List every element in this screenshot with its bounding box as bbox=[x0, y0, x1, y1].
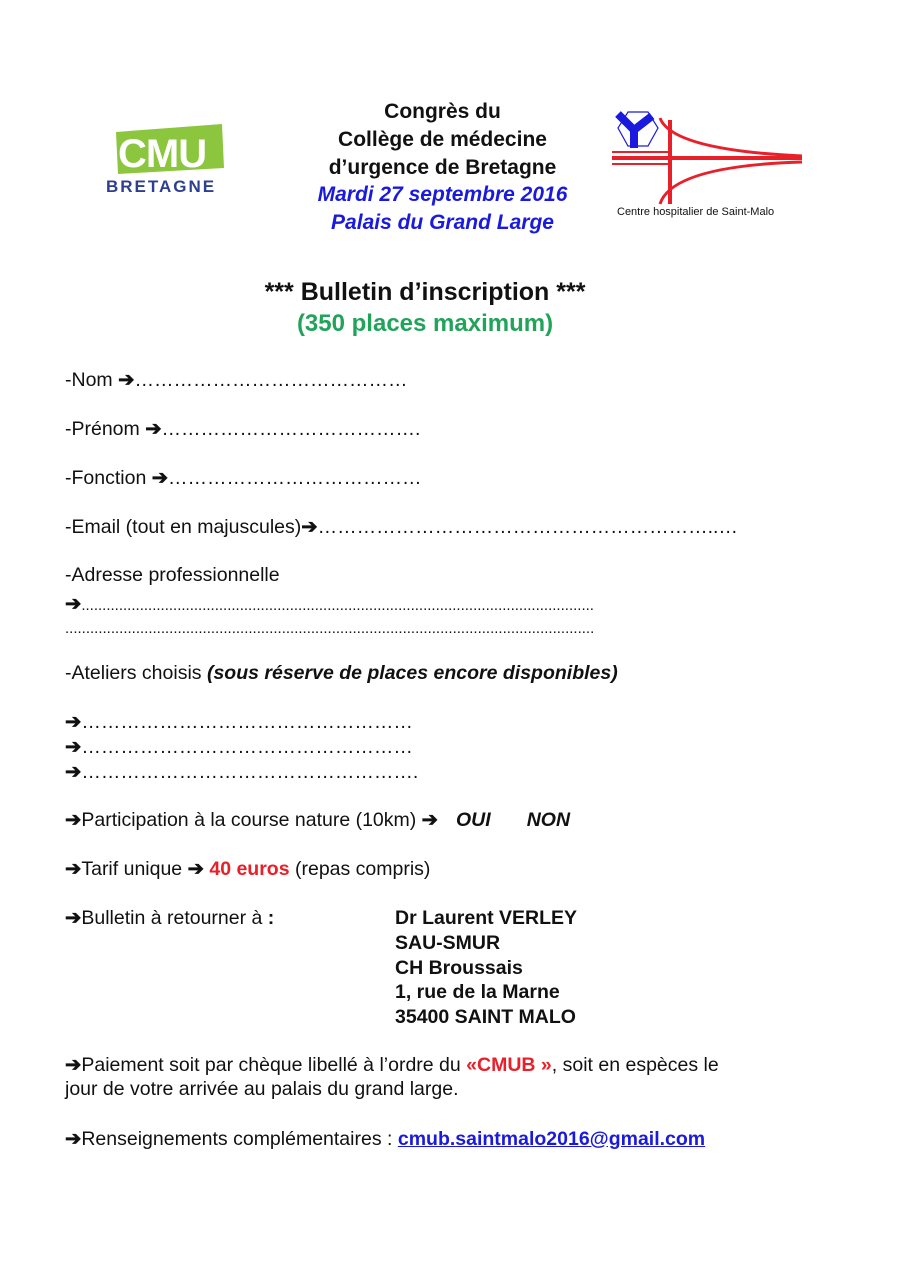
email-label: -Email (tout en majuscules) bbox=[65, 516, 302, 538]
fonction-label: -Fonction bbox=[65, 467, 152, 489]
arrow-icon: ➔ bbox=[65, 907, 82, 929]
address-line: SAU-SMUR bbox=[395, 931, 501, 954]
arrow-icon: ➔ bbox=[118, 369, 135, 391]
atelier-choice-3 bbox=[65, 760, 418, 784]
nom-label: -Nom bbox=[65, 369, 119, 391]
ateliers-label: -Ateliers choisis bbox=[65, 662, 207, 684]
adresse-input-line-2[interactable]: ............................................................................................................................... bbox=[65, 620, 595, 637]
adresse-label: -Adresse professionnelle bbox=[65, 564, 280, 586]
prenom-label: -Prénom bbox=[65, 418, 146, 440]
course-nature bbox=[65, 808, 570, 832]
ateliers-heading bbox=[65, 662, 618, 685]
arrow-icon: ➔ bbox=[65, 1054, 82, 1076]
atelier-choice-1 bbox=[65, 710, 413, 734]
field-nom bbox=[65, 368, 407, 392]
header-line-3: d’urgence de Bretagne bbox=[328, 156, 557, 179]
course-label: Participation à la course nature (10km) bbox=[81, 809, 422, 831]
cmu-logo-text: CMU bbox=[118, 132, 207, 176]
paiement bbox=[65, 1053, 719, 1077]
arrow-icon: ➔ bbox=[65, 1128, 82, 1150]
tarif bbox=[65, 857, 430, 881]
paiement-line-2: jour de votre arrivée au palais du grand large. bbox=[65, 1078, 459, 1100]
address-line: 35400 SAINT MALO bbox=[395, 1006, 576, 1029]
address-line: CH Broussais bbox=[395, 956, 523, 979]
atelier-input-line-1[interactable]: …………………………………………… bbox=[81, 711, 413, 733]
arrow-icon: ➔ bbox=[187, 858, 204, 880]
header-line-1: Congrès du bbox=[384, 100, 501, 123]
places-limit: (350 places maximum) bbox=[296, 310, 554, 337]
hospital-caption: Centre hospitalier de Saint-Malo bbox=[617, 206, 775, 218]
tarif-label: Tarif unique bbox=[81, 858, 188, 880]
arrow-icon: ➔ bbox=[151, 467, 169, 489]
ateliers-note: (sous réserve de places encore disponibles) bbox=[206, 662, 618, 684]
contact-email-link[interactable]: cmub.saintmalo2016@gmail.com bbox=[397, 1128, 706, 1150]
arrow-icon: ➔ bbox=[145, 418, 162, 440]
arrow-icon: ➔ bbox=[65, 761, 82, 783]
retour-label: Bulletin à retourner à bbox=[81, 907, 268, 929]
arrow-icon: ➔ bbox=[65, 593, 82, 615]
arrow-icon: ➔ bbox=[301, 516, 318, 538]
fonction-input-line[interactable]: ………………………………… bbox=[168, 467, 422, 489]
email-input-line[interactable]: ……………………………………………………..… bbox=[317, 516, 738, 538]
tarif-note: (repas compris) bbox=[289, 858, 431, 880]
atelier-choice-2 bbox=[65, 735, 413, 759]
field-email bbox=[65, 515, 738, 539]
retour bbox=[65, 906, 274, 930]
course-non-option[interactable]: NON bbox=[526, 809, 571, 831]
field-fonction bbox=[65, 466, 422, 490]
address-line: 1, rue de la Marne bbox=[395, 981, 560, 1004]
paiement-payee: «CMUB » bbox=[466, 1054, 552, 1076]
event-date: Mardi 27 septembre 2016 bbox=[317, 183, 568, 206]
arrow-icon: ➔ bbox=[65, 809, 82, 831]
adresse-input-line-1[interactable]: ........................................................................................................................... bbox=[81, 597, 594, 614]
arrow-icon: ➔ bbox=[65, 736, 82, 758]
address-line: Dr Laurent VERLEY bbox=[395, 907, 578, 929]
prenom-input-line[interactable]: …………………………………. bbox=[161, 418, 421, 440]
paiement-text: Paiement soit par chèque libellé à l’ordre du bbox=[81, 1054, 467, 1076]
retour-colon: : bbox=[267, 907, 275, 929]
atelier-input-line-2[interactable]: …………………………………………… bbox=[81, 736, 413, 758]
atelier-input-line-3[interactable]: ……………………………………………. bbox=[81, 761, 419, 783]
field-prenom bbox=[65, 417, 420, 441]
renseignements bbox=[65, 1127, 705, 1151]
arrow-icon: ➔ bbox=[65, 858, 82, 880]
renseignements-label: Renseignements complémentaires : bbox=[81, 1128, 398, 1150]
adresse-line-1 bbox=[65, 592, 781, 616]
course-oui-option[interactable]: OUI bbox=[456, 809, 491, 831]
event-venue: Palais du Grand Large bbox=[331, 211, 554, 234]
nom-input-line[interactable]: …………………………………… bbox=[134, 369, 408, 391]
arrow-icon: ➔ bbox=[421, 809, 439, 831]
tarif-price: 40 euros bbox=[209, 858, 290, 880]
arrow-icon: ➔ bbox=[65, 711, 82, 733]
form-title: *** Bulletin d’inscription *** bbox=[264, 278, 586, 306]
header-line-2: Collège de médecine bbox=[338, 128, 547, 151]
paiement-text-after: , soit en espèces le bbox=[551, 1054, 719, 1076]
bretagne-logo-text: BRETAGNE bbox=[106, 177, 217, 196]
retour-address bbox=[395, 906, 577, 1030]
